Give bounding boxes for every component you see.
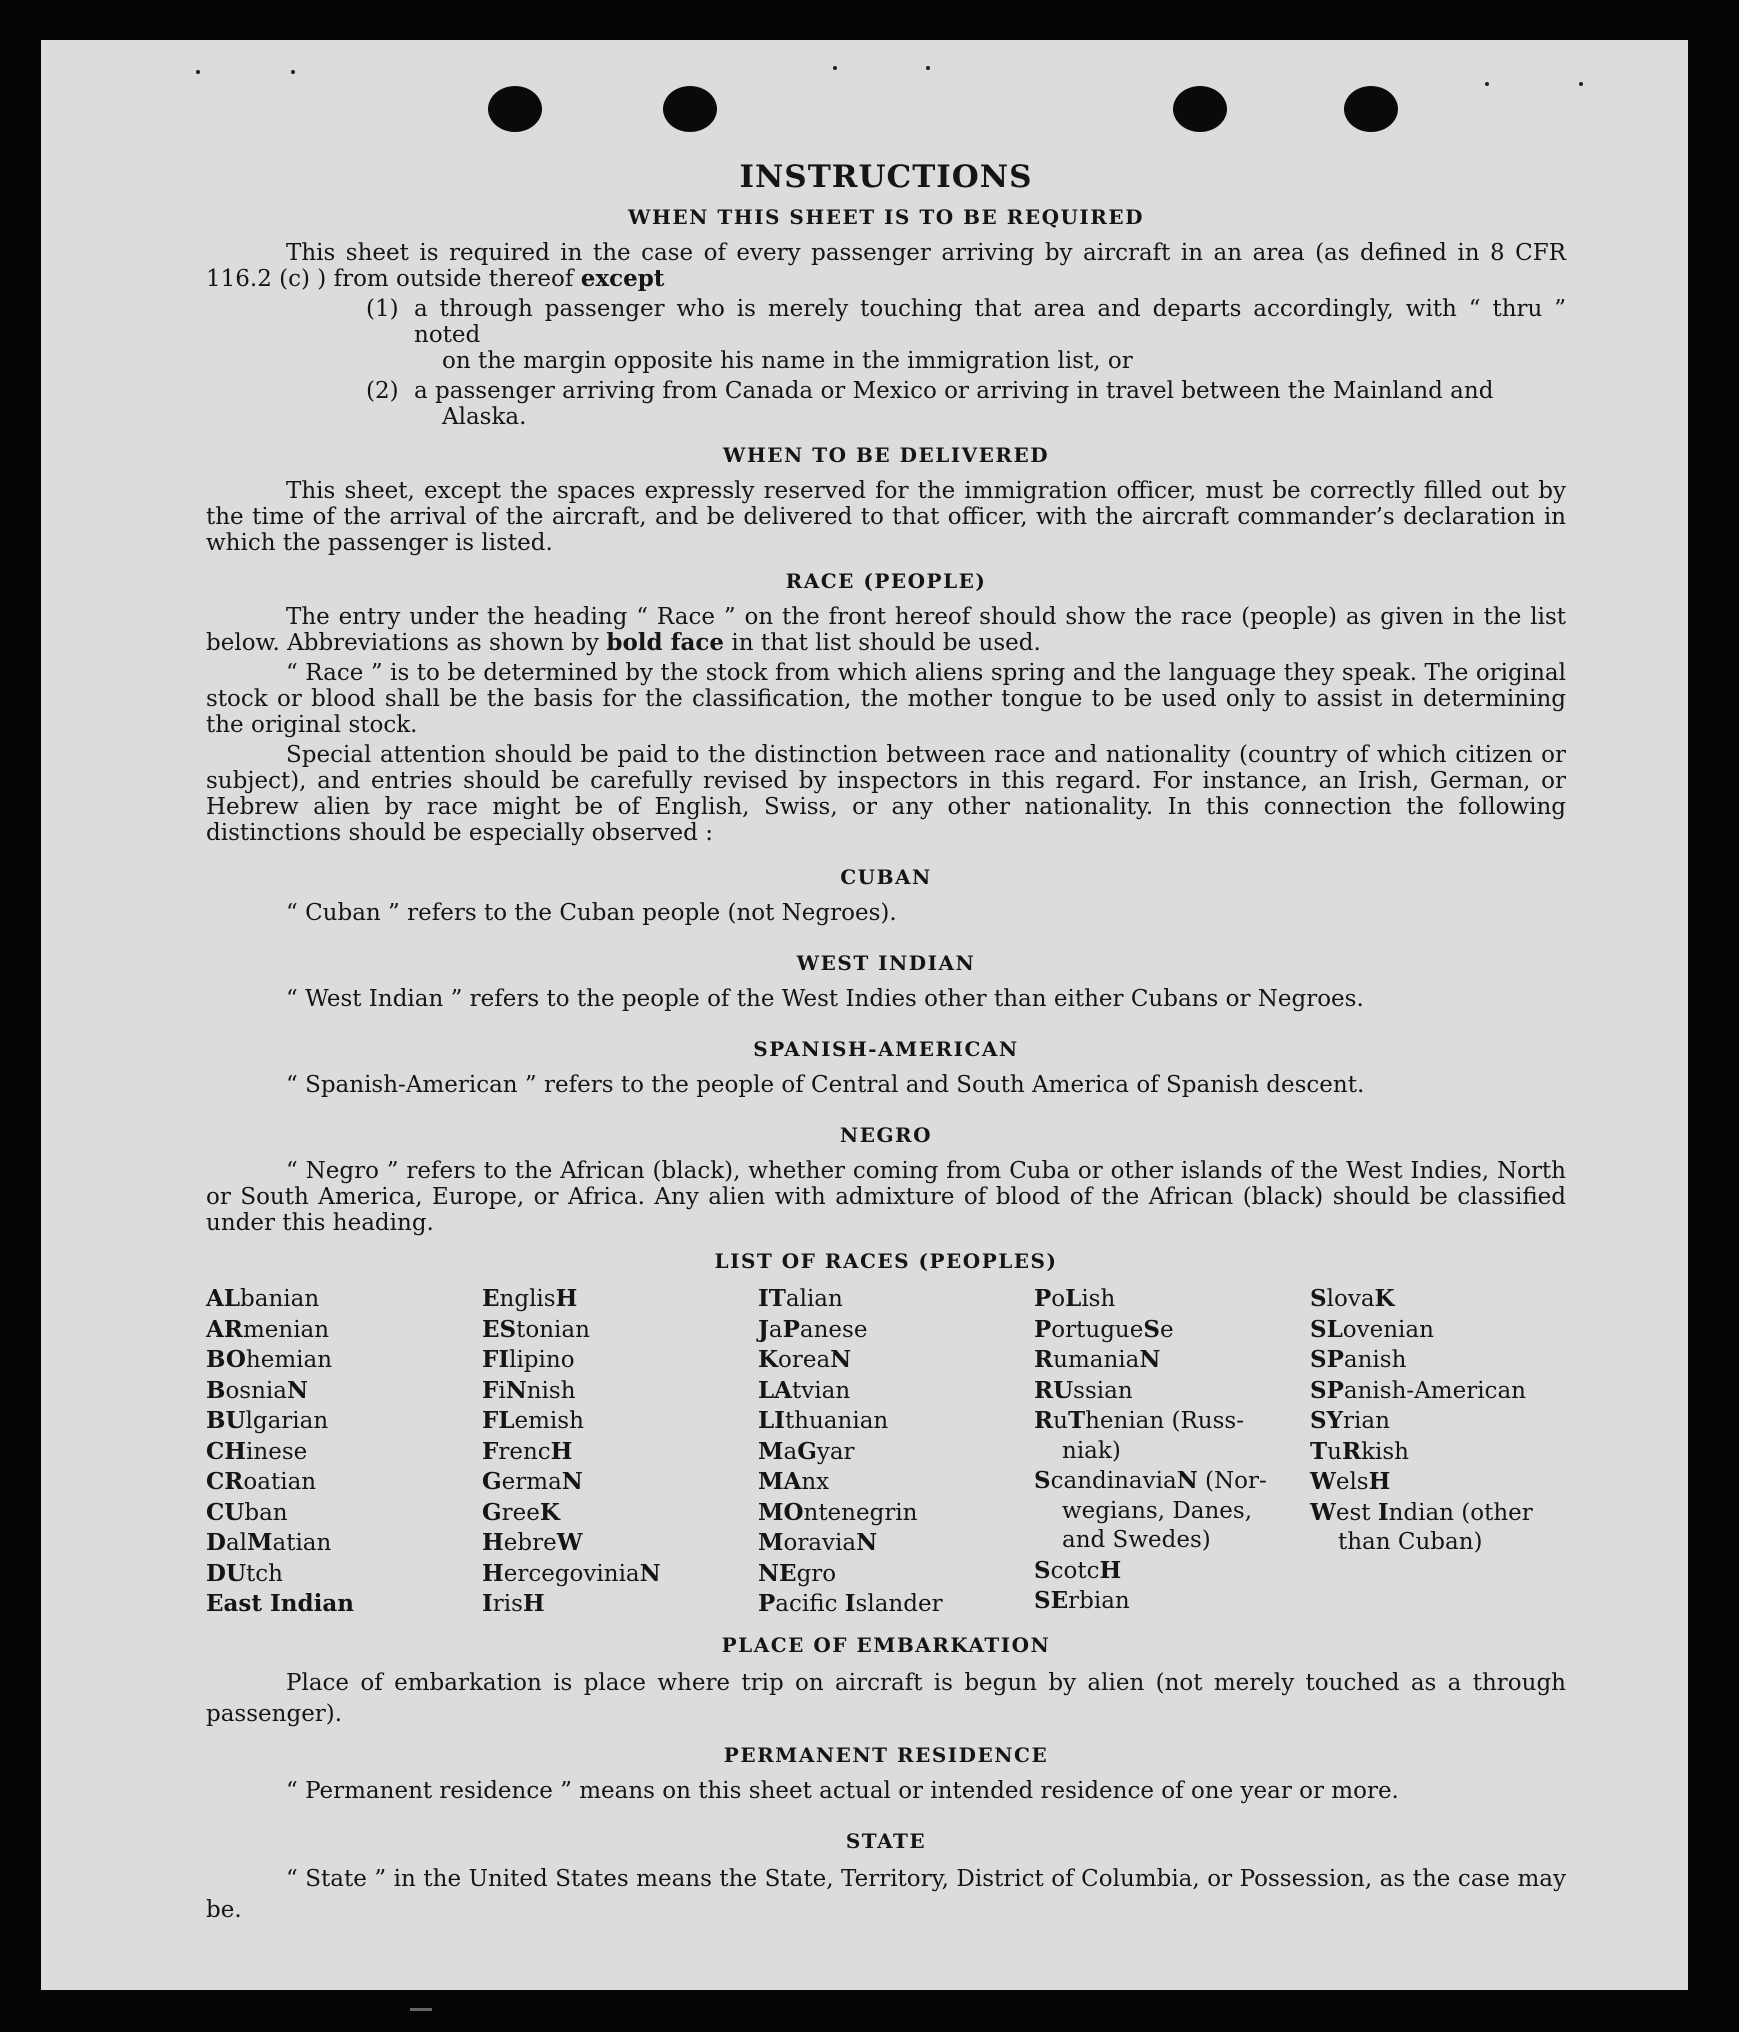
cuban-text: “ Cuban ” refers to the Cuban people (not Negroes).	[286, 900, 897, 926]
negro-text: “ Negro ” refers to the African (black), whether coming from Cuba or other islands of the West Indies, North or South America, Europe, or Africa. Any alien with admixture of blood of the African (black) should be classified under this heading.	[206, 1158, 1566, 1236]
speck	[196, 70, 200, 74]
speck	[1579, 82, 1583, 86]
race-paragraph-1: The entry under the heading “ Race ” on the front hereof should show the race (people) as given in the list below. Abbreviations as shown by bold face in that list should be used.	[206, 604, 1566, 656]
race-entry: MaGyar	[758, 1437, 855, 1465]
exception-item-2: (2) a passenger arriving from Canada or Mexico or arriving in travel between the Mainland and Alaska.	[366, 378, 1494, 430]
embarkation-text: Place of embarkation is place where trip on aircraft is begun by alien (not merely touched as a through passenger).	[206, 1669, 1566, 1727]
race-entry: SYrian	[1310, 1407, 1390, 1434]
race-entry: JaPanese	[758, 1315, 868, 1343]
race-entry: FiNnish	[482, 1376, 576, 1404]
race-paragraph-3: Special attention should be paid to the distinction between race and nationality (country of which citizen or subject), and entries should be carefully revised by inspectors in this regard. For instance, an Irish, German, or Hebrew alien by race might be of English, Swiss, or any other nationality. In this connection the following distinctions should be especially observed :	[206, 742, 1566, 846]
race-entry: niak)	[1062, 1437, 1121, 1464]
state-text: “ State ” in the United States means the State, Territory, District of Columbia, or Possession, as the case may be.	[206, 1865, 1566, 1923]
races-column-1	[206, 1284, 482, 1620]
punch-hole-2	[663, 86, 717, 132]
race-entry: LAtvian	[758, 1376, 851, 1404]
race-entry: RUssian	[1034, 1376, 1133, 1404]
race-entry: Pacific Islander	[758, 1590, 943, 1617]
heading-negro: NEGRO	[839, 1123, 933, 1147]
race-entry: SPanish	[1310, 1346, 1407, 1373]
heading-west-indian: WEST INDIAN	[796, 951, 976, 975]
race-entry: LIthuanian	[758, 1407, 889, 1434]
speck	[926, 66, 930, 70]
heading-embarkation: PLACE OF EMBARKATION	[721, 1632, 1051, 1657]
race-entry: DalMatian	[206, 1529, 332, 1556]
race-entry: FIlipino	[482, 1346, 575, 1373]
race-entry: IrisH	[482, 1590, 545, 1617]
race-entry: BosniaN	[206, 1376, 309, 1404]
residence-text: “ Permanent residence ” means on this sheet actual or intended residence of one year or more.	[286, 1777, 1399, 1804]
exception-item-1: (1) a through passenger who is merely touching that area and departs accordingly, with “ thru ” noted on the margin opposite his name in the immigration list, or	[366, 296, 1566, 374]
race-entry: PoLish	[1034, 1285, 1116, 1312]
race-entry: MoraviaN	[758, 1529, 878, 1556]
heading-when-delivered: WHEN TO BE DELIVERED	[722, 443, 1050, 467]
race-entry: SPanish-American	[1310, 1376, 1526, 1404]
race-entry: CUban	[206, 1498, 288, 1526]
race-entry: East Indian	[206, 1590, 354, 1617]
speck	[1485, 82, 1489, 86]
race-entry: KoreaN	[758, 1346, 852, 1373]
race-entry: ScotcH	[1034, 1556, 1122, 1584]
heading-state: STATE	[845, 1828, 927, 1853]
race-entry: EStonian	[482, 1315, 590, 1343]
heading-cuban: CUBAN	[840, 865, 932, 889]
spanish-american-text: “ Spanish-American ” refers to the people of Central and South America of Spanish descent.	[286, 1072, 1365, 1098]
race-entry: FLemish	[482, 1407, 584, 1434]
speck	[291, 70, 295, 74]
race-entry: MOntenegrin	[758, 1498, 918, 1526]
race-entry: West Indian (other	[1310, 1498, 1533, 1526]
race-entry: FrencH	[482, 1437, 573, 1465]
heading-spanish-american: SPANISH-AMERICAN	[753, 1037, 1019, 1061]
race-entry: and Swedes)	[1062, 1527, 1211, 1553]
race-entry: than Cuban)	[1338, 1529, 1483, 1555]
race-entry: GreeK	[482, 1498, 560, 1526]
heading-permanent-residence: PERMANENT RESIDENCE	[723, 1742, 1049, 1767]
races-column-4	[1034, 1284, 1310, 1620]
document-sheet	[41, 40, 1688, 1990]
west-indian-text: “ West Indian ” refers to the people of the West Indies other than either Cubans or Negroes.	[286, 986, 1364, 1012]
race-entry: CHinese	[206, 1437, 308, 1465]
page-title: INSTRUCTIONS	[739, 159, 1033, 195]
race-entry: MAnx	[758, 1468, 830, 1495]
race-entry: ITalian	[758, 1285, 843, 1312]
speck	[833, 66, 837, 70]
punch-hole-1	[488, 86, 542, 132]
races-column-3	[758, 1284, 1034, 1620]
punch-hole-4	[1344, 86, 1398, 132]
race-entry: SErbian	[1034, 1587, 1130, 1614]
races-list	[206, 1284, 1566, 1620]
race-entry: HebreW	[482, 1529, 583, 1556]
instructions-content	[206, 160, 1566, 1930]
race-entry: BUlgarian	[206, 1407, 329, 1434]
race-entry: HercegoviniaN	[482, 1559, 661, 1587]
race-entry: SLovenian	[1310, 1315, 1434, 1343]
heading-list-of-races: LIST OF RACES (PEOPLES)	[714, 1249, 1058, 1273]
races-column-2	[482, 1284, 758, 1620]
race-entry: NEgro	[758, 1559, 837, 1587]
race-entry: EnglisH	[482, 1285, 578, 1312]
race-entry: TuRkish	[1310, 1437, 1409, 1465]
race-entry: BOhemian	[206, 1346, 333, 1373]
race-entry: ARmenian	[206, 1315, 330, 1343]
race-entry: GermaN	[482, 1468, 583, 1495]
race-entry: CRoatian	[206, 1468, 317, 1495]
heading-race: RACE (PEOPLE)	[785, 569, 987, 593]
race-entry: WelsH	[1310, 1468, 1391, 1495]
race-entry: SlovaK	[1310, 1285, 1395, 1312]
race-paragraph-2: “ Race ” is to be determined by the stock from which aliens spring and the language they speak. The original stock or blood shall be the basis for the classification, the mother tongue to be used only to assist in determining the original stock.	[206, 660, 1566, 738]
race-entry: RumaniaN	[1034, 1346, 1161, 1373]
when-delivered-text: This sheet, except the spaces expressly reserved for the immigration officer, must be correctly filled out by the time of the arrival of the aircraft, and be delivered to that officer, with the aircraft commander’s declaration in which the passenger is listed.	[206, 478, 1566, 556]
when-required-intro: This sheet is required in the case of every passenger arriving by aircraft in an area (as defined in 8 CFR 116.2 (c) ) from outside thereof except	[206, 240, 1566, 292]
scan-mark	[410, 2008, 432, 2011]
race-entry: RuThenian (Russ-	[1034, 1407, 1244, 1434]
race-entry: DUtch	[206, 1559, 283, 1587]
races-column-5	[1310, 1284, 1586, 1620]
heading-when-required: WHEN THIS SHEET IS TO BE REQUIRED	[628, 205, 1144, 229]
race-entry: ScandinaviaN (Nor-	[1034, 1467, 1267, 1494]
race-entry: PortugueSe	[1034, 1315, 1174, 1343]
race-entry: wegians, Danes,	[1062, 1497, 1253, 1524]
race-entry: ALbanian	[206, 1285, 320, 1312]
punch-hole-3	[1173, 86, 1227, 132]
